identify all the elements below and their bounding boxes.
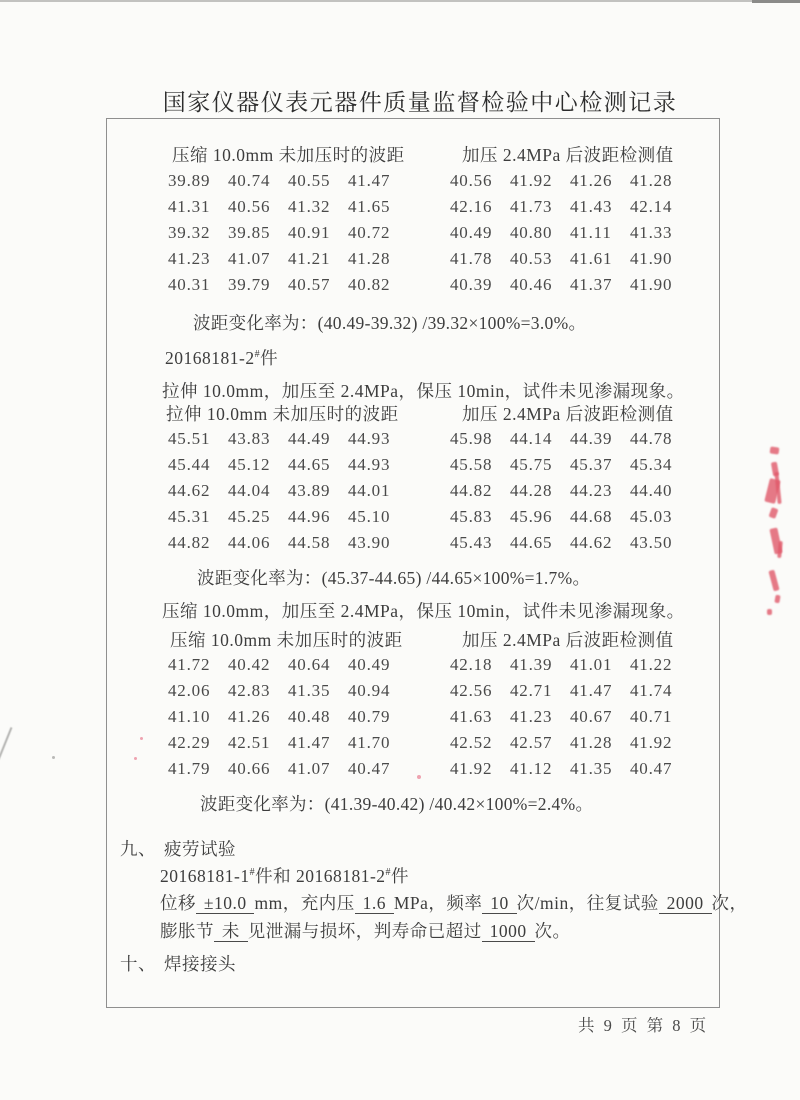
table-cell: 45.10	[348, 507, 391, 526]
table-cell: 45.31	[168, 507, 211, 526]
pen-mark-artifact	[0, 727, 12, 765]
table-cell: 41.79	[168, 759, 211, 778]
table-cell: 40.56	[228, 197, 271, 216]
section9-number: 九、	[120, 839, 156, 859]
table-cell: 42.51	[228, 733, 271, 752]
table-cell: 43.83	[228, 429, 271, 448]
specimen2-id: 20168181-2	[165, 348, 255, 368]
scan-corner-artifact	[752, 0, 800, 3]
hash-superscript: #	[249, 867, 256, 879]
table-row	[168, 168, 408, 194]
table-cell: 44.49	[288, 429, 331, 448]
table-cell: 40.31	[168, 275, 211, 294]
table3-right-header: 加压 2.4MPa 后波距检测值	[462, 630, 674, 650]
table2-change-rate-formula: 波距变化率为：(45.37-44.65) /44.65×100%=1.7%。	[197, 568, 591, 588]
table-cell: 41.61	[570, 249, 613, 268]
table-cell: 41.26	[228, 707, 271, 726]
table-cell: 41.32	[288, 197, 331, 216]
section10-heading	[120, 951, 236, 976]
table-row	[168, 678, 408, 704]
table-cell: 41.22	[630, 655, 673, 674]
table2-right-header: 加压 2.4MPa 后波距检测值	[462, 404, 674, 424]
table2-left-header: 拉伸 10.0mm 未加压时的波距	[166, 404, 399, 424]
table-cell: 45.96	[510, 507, 553, 526]
table-cell: 42.56	[450, 681, 493, 700]
table3-change-rate-formula: 波距变化率为：(41.39-40.42) /40.42×100%=2.4%。	[200, 794, 594, 814]
table-cell: 44.82	[450, 481, 493, 500]
table1-left-header: 压缩 10.0mm 未加压时的波距	[172, 145, 405, 165]
table-cell: 41.47	[570, 681, 613, 700]
table-cell: 40.82	[348, 275, 391, 294]
table-cell: 40.42	[228, 655, 271, 674]
table1-right-values	[450, 168, 690, 298]
page-title: 国家仪器仪表元器件质量监督检验中心检测记录	[162, 90, 678, 115]
table-cell: 41.35	[570, 759, 613, 778]
red-stamp-fragment	[770, 446, 780, 454]
table-cell: 40.79	[348, 707, 391, 726]
section9-title: 疲劳试验	[164, 839, 236, 859]
table-cell: 41.28	[570, 733, 613, 752]
table-cell: 39.79	[228, 275, 271, 294]
tension-test-sentence: 拉伸 10.0mm，加压至 2.4MPa，保压 10min，试件未见渗漏现象。	[162, 381, 685, 401]
table-cell: 44.06	[228, 533, 271, 552]
table3-left-header: 压缩 10.0mm 未加压时的波距	[170, 630, 403, 650]
table-row	[168, 652, 408, 678]
table-cell: 41.28	[630, 171, 673, 190]
table-cell: 44.40	[630, 481, 673, 500]
table1-change-rate-formula: 波距变化率为：(40.49-39.32) /39.32×100%=3.0%。	[193, 313, 587, 333]
table-cell: 44.39	[570, 429, 613, 448]
table-row	[168, 704, 408, 730]
section10-number: 十、	[120, 954, 156, 974]
table-cell: 41.07	[228, 249, 271, 268]
table-cell: 41.23	[510, 707, 553, 726]
table-cell: 41.90	[630, 275, 673, 294]
table-cell: 40.66	[228, 759, 271, 778]
table-cell: 45.12	[228, 455, 271, 474]
table2-left-values	[168, 426, 408, 556]
table-cell: 40.94	[348, 681, 391, 700]
table-cell: 44.78	[630, 429, 673, 448]
table-row	[450, 426, 690, 452]
table-row	[168, 246, 408, 272]
table-cell: 42.52	[450, 733, 493, 752]
table-cell: 41.92	[510, 171, 553, 190]
specimen2-unit: 件	[260, 348, 279, 368]
table-cell: 41.74	[630, 681, 673, 700]
table-row	[168, 756, 408, 782]
table-cell: 43.50	[630, 533, 673, 552]
table-cell: 42.06	[168, 681, 211, 700]
table-cell: 40.49	[348, 655, 391, 674]
table-cell: 41.11	[570, 223, 612, 242]
life-cycles-value: 1000	[482, 921, 535, 942]
table-row	[450, 194, 690, 220]
table-cell: 41.92	[450, 759, 493, 778]
table-cell: 45.34	[630, 455, 673, 474]
table3-right-values	[450, 652, 690, 782]
frequency-label: MPa，频率	[393, 893, 483, 913]
table-cell: 41.21	[288, 249, 331, 268]
pressure-label: mm，充内压	[254, 893, 355, 913]
table-cell: 40.53	[510, 249, 553, 268]
table-row	[168, 272, 408, 298]
table-row	[168, 530, 408, 556]
table-cell: 40.91	[288, 223, 331, 242]
cycles-label: 次/min，往复试验	[516, 893, 659, 913]
table-cell: 41.47	[288, 733, 331, 752]
table-cell: 44.65	[288, 455, 331, 474]
displacement-value: ±10.0	[196, 893, 254, 914]
table-row	[450, 678, 690, 704]
table1-right-header: 加压 2.4MPa 后波距检测值	[462, 145, 674, 165]
table-cell: 45.44	[168, 455, 211, 474]
table-cell: 45.25	[228, 507, 271, 526]
table-cell: 41.92	[630, 733, 673, 752]
table-cell: 44.14	[510, 429, 553, 448]
table-cell: 43.90	[348, 533, 391, 552]
compression-test-sentence: 压缩 10.0mm，加压至 2.4MPa，保压 10min，试件未见渗漏现象。	[162, 601, 685, 621]
table-cell: 42.18	[450, 655, 493, 674]
red-stamp-fragment	[769, 507, 779, 519]
table-cell: 42.71	[510, 681, 553, 700]
table-cell: 39.32	[168, 223, 211, 242]
table-row	[450, 756, 690, 782]
table-cell: 40.49	[450, 223, 493, 242]
table-cell: 41.78	[450, 249, 493, 268]
table2-right-values	[450, 426, 690, 556]
table-cell: 41.26	[570, 171, 613, 190]
table-cell: 41.70	[348, 733, 391, 752]
table-cell: 44.65	[510, 533, 553, 552]
bellows-label: 膨胀节	[160, 921, 214, 941]
scan-top-edge-artifact	[0, 0, 800, 2]
table-cell: 42.29	[168, 733, 211, 752]
table-cell: 40.64	[288, 655, 331, 674]
table-cell: 45.51	[168, 429, 211, 448]
table-row	[450, 704, 690, 730]
table-cell: 41.63	[450, 707, 493, 726]
displacement-label: 位移	[160, 893, 196, 913]
table-row	[450, 272, 690, 298]
red-stamp-fragment	[768, 570, 779, 592]
fatigue-parameters-line	[160, 890, 748, 915]
red-stamp-fragment	[777, 541, 783, 558]
table-cell: 44.62	[570, 533, 613, 552]
leak-result-value: 未	[214, 921, 248, 942]
table-cell: 41.90	[630, 249, 673, 268]
table-row	[450, 168, 690, 194]
table-cell: 44.04	[228, 481, 271, 500]
table-cell: 39.89	[168, 171, 211, 190]
table-cell: 41.47	[348, 171, 391, 190]
table-cell: 41.72	[168, 655, 211, 674]
table-cell: 40.57	[288, 275, 331, 294]
table-cell: 44.58	[288, 533, 331, 552]
pink-speck	[140, 737, 143, 740]
specimen-unit: 件	[391, 866, 410, 886]
red-stamp-fragment	[774, 595, 780, 604]
table-cell: 44.28	[510, 481, 553, 500]
table-cell: 44.68	[570, 507, 613, 526]
table-cell: 44.62	[168, 481, 211, 500]
table-row	[168, 478, 408, 504]
table-row	[450, 220, 690, 246]
table-cell: 41.73	[510, 197, 553, 216]
table-cell: 45.58	[450, 455, 493, 474]
table-cell: 45.43	[450, 533, 493, 552]
table-cell: 44.93	[348, 455, 391, 474]
page-number-footer: 共 9 页 第 8 页	[578, 1016, 709, 1035]
specimen2-label	[165, 345, 278, 370]
table-cell: 45.03	[630, 507, 673, 526]
table-cell: 45.83	[450, 507, 493, 526]
table-cell: 40.72	[348, 223, 391, 242]
table-cell: 40.48	[288, 707, 331, 726]
life-suffix: 次。	[534, 921, 571, 941]
specimen-id-1: 20168181-1	[160, 866, 250, 886]
table-cell: 40.80	[510, 223, 553, 242]
table-row	[168, 426, 408, 452]
table3-left-values	[168, 652, 408, 782]
pink-speck	[134, 757, 137, 760]
table-cell: 40.56	[450, 171, 493, 190]
hash-superscript: #	[254, 349, 261, 361]
table-cell: 40.47	[348, 759, 391, 778]
table-row	[450, 652, 690, 678]
table-cell: 41.33	[630, 223, 673, 242]
table-cell: 41.37	[570, 275, 613, 294]
table-cell: 44.93	[348, 429, 391, 448]
table-row	[450, 246, 690, 272]
specimen-id-2: 件和 20168181-2	[255, 866, 386, 886]
section9-heading	[120, 836, 236, 861]
table-cell: 41.39	[510, 655, 553, 674]
table-cell: 43.89	[288, 481, 331, 500]
table-cell: 39.85	[228, 223, 271, 242]
table-row	[168, 194, 408, 220]
table-cell: 44.96	[288, 507, 331, 526]
red-stamp-fragment	[767, 609, 772, 615]
table-cell: 44.01	[348, 481, 391, 500]
table-cell: 44.23	[570, 481, 613, 500]
table-row	[450, 504, 690, 530]
table-row	[450, 452, 690, 478]
table-cell: 44.82	[168, 533, 211, 552]
table1-left-values	[168, 168, 408, 298]
cycles-value: 2000	[659, 893, 712, 914]
pressure-value: 1.6	[355, 893, 394, 914]
table-cell: 45.37	[570, 455, 613, 474]
frequency-value: 10	[482, 893, 516, 914]
table-row	[450, 530, 690, 556]
table-cell: 41.23	[168, 249, 211, 268]
section10-title: 焊接接头	[164, 954, 236, 974]
table-row	[450, 478, 690, 504]
table-cell: 41.65	[348, 197, 391, 216]
table-cell: 40.67	[570, 707, 613, 726]
table-cell: 40.74	[228, 171, 271, 190]
table-cell: 40.46	[510, 275, 553, 294]
table-cell: 41.35	[288, 681, 331, 700]
table-cell: 41.43	[570, 197, 613, 216]
table-cell: 41.10	[168, 707, 211, 726]
table-cell: 41.01	[570, 655, 613, 674]
fatigue-result-line	[160, 918, 571, 943]
table-cell: 40.47	[630, 759, 673, 778]
table-cell: 40.71	[630, 707, 673, 726]
table-row	[168, 504, 408, 530]
table-row	[168, 220, 408, 246]
table-cell: 40.55	[288, 171, 331, 190]
table-cell: 40.39	[450, 275, 493, 294]
table-cell: 42.16	[450, 197, 493, 216]
scan-speck	[52, 756, 55, 759]
cycles-suffix: 次，	[711, 893, 748, 913]
table-row	[168, 730, 408, 756]
table-cell: 42.83	[228, 681, 271, 700]
table-row	[450, 730, 690, 756]
table-cell: 41.28	[348, 249, 391, 268]
table-cell: 42.57	[510, 733, 553, 752]
life-judgement-label: 见泄漏与损坏，判寿命已超过	[247, 921, 482, 941]
table-cell: 45.75	[510, 455, 553, 474]
table-cell: 45.98	[450, 429, 493, 448]
table-row	[168, 452, 408, 478]
pink-speck	[417, 775, 421, 779]
table-cell: 42.14	[630, 197, 673, 216]
hash-superscript: #	[385, 867, 392, 879]
table-cell: 41.12	[510, 759, 553, 778]
fatigue-specimen-line	[160, 863, 409, 888]
table-cell: 41.31	[168, 197, 211, 216]
table-cell: 41.07	[288, 759, 331, 778]
